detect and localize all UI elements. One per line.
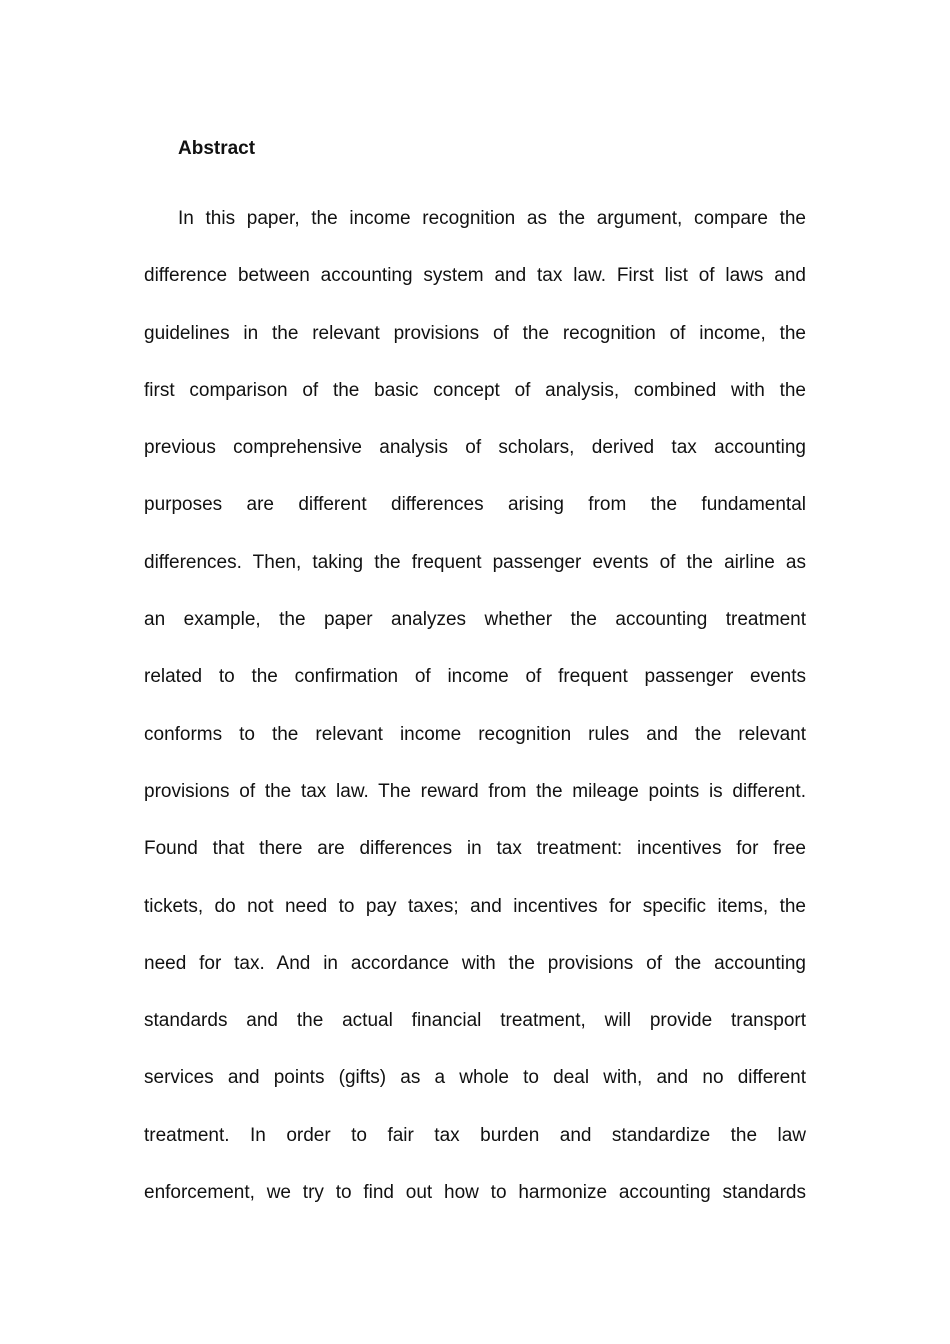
text-line: Found that there are differences in tax treatment: incentives for free [144,838,806,860]
abstract-body [144,190,806,1221]
text-line: an example, the paper analyzes whether the accounting treatment [144,609,806,631]
text-line: need for tax. And in accordance with the provisions of the accounting [144,952,806,974]
text-line: In this paper, the income recognition as the argument, compare the [178,208,806,229]
text-line: standards and the actual financial treatment, will provide transport [144,1010,806,1032]
text-line: purposes are different differences arising from the fundamental [144,494,806,516]
abstract-heading: Abstract [178,138,256,159]
text-line: provisions of the tax law. The reward from the mileage points is different. [144,780,806,802]
text-line: conforms to the relevant income recognition rules and the relevant [144,723,806,745]
text-line: related to the confirmation of income of frequent passenger events [144,666,806,688]
text-line: treatment. In order to fair tax burden and standardize the law [144,1124,806,1146]
text-line: enforcement, we try to find out how to harmonize accounting standards [144,1182,806,1204]
text-line: difference between accounting system and tax law. First list of laws and [144,265,806,287]
text-line: services and points (gifts) as a whole to deal with, and no different [144,1067,806,1089]
text-line: differences. Then, taking the frequent passenger events of the airline as [144,551,806,573]
text-line: first comparison of the basic concept of analysis, combined with the [144,379,806,401]
text-line: previous comprehensive analysis of scholars, derived tax accounting [144,437,806,459]
text-line: guidelines in the relevant provisions of the recognition of income, the [144,322,806,344]
text-line: tickets, do not need to pay taxes; and incentives for specific items, the [144,895,806,917]
